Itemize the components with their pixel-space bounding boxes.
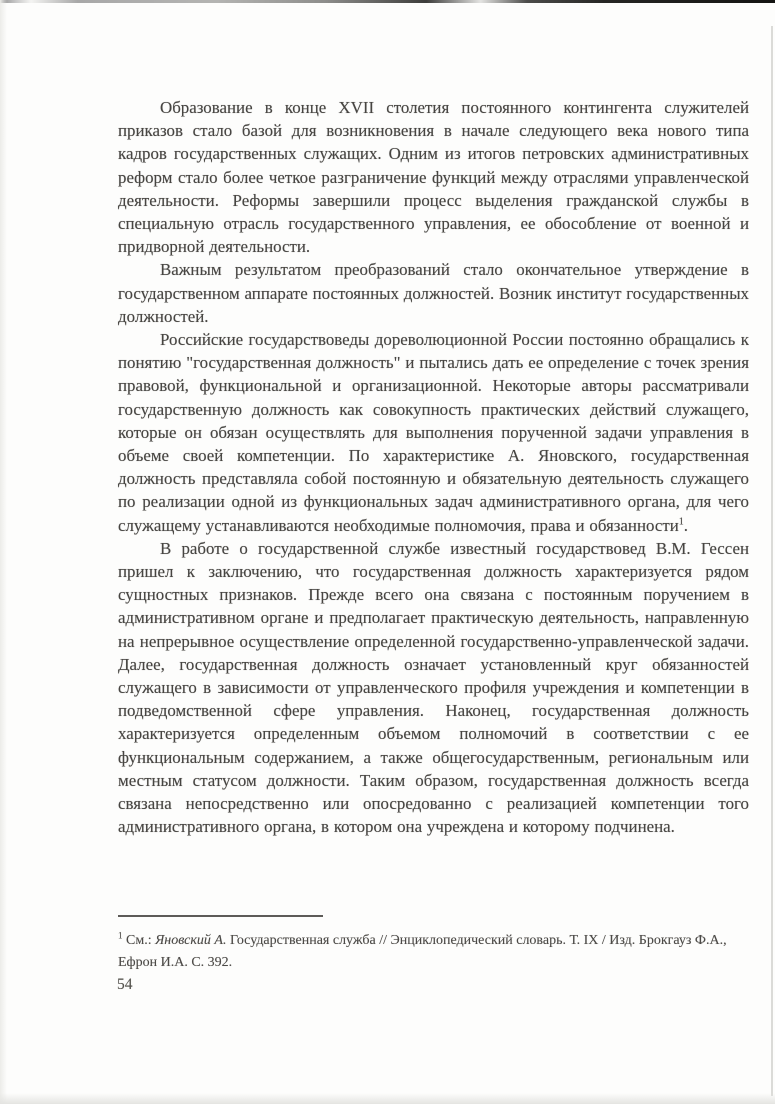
paragraph-3 <box>118 328 749 537</box>
paragraph-1: Образование в конце XVII столетия постоянного контингента служителей приказов стало базой для возникновения в начале следующего века нового типа кадров государственных служащих. Одним из итогов петровских административных реформ стало более четкое разграничение функций между отраслями управленческой деятельности. Реформы завершили процесс выделения гражданской службы в специальную отрасль государственного управления, ее обособление от военной и придворной деятельности. <box>118 98 749 257</box>
paragraph-2: Важным результатом преобразований стало окончательное утверждение в государственном аппарате постоянных должностей. Возник институт государственных должностей. <box>118 260 749 326</box>
paragraph-3-period: . <box>683 515 689 535</box>
scan-edge-right <box>771 26 773 1096</box>
scan-edge-top <box>0 0 775 3</box>
footnote-see-label: См.: <box>126 933 156 948</box>
footnote-marker: 1 <box>118 930 123 941</box>
footnote <box>118 930 751 973</box>
body-text <box>118 96 749 839</box>
footnote-author: Яновский А. <box>155 933 227 948</box>
footnote-citation: Государственная служба // Энциклопедический словарь. Т. IX / Изд. Брокгауз Ф.А., Ефрон И.А. С. 392. <box>118 933 727 970</box>
paragraph-3-text: Российские государствоведы дореволюционной России постоянно обращались к понятию "государственная должность" и пытались дать ее определение с точек зрения правовой, функциональной и организационной. Некоторые авторы рассматривали государственную должность как совокупность практических действий служащего, которые он обязан осуществлять для выполнения порученной задачи управления в объеме своей компетенции. По характеристике А. Яновского, государственная должность представляла собой постоянную и обязательную деятельность служащего по реализации одной из функциональных задач административного органа, для чего служащему устанавливаются необходимые полномочия, права и обязанности <box>118 330 749 535</box>
page-number: 54 <box>117 976 133 993</box>
footnote-reference: 1 <box>678 516 684 528</box>
scan-edge-left <box>0 0 7 1104</box>
paragraph-4: В работе о государственной службе известный государствовед В.М. Гессен пришел к заключению, что государственная должность характеризуется рядом сущностных признаков. Прежде всего она связана с постоянным поручением в административном органе и предполагает практическую деятельность, направленную на непрерывное осуществление определенной государственно-управленческой задачи. Далее, государственная должность означает установленный круг обязанностей служащего в зависимости от управленческого профиля учреждения и компетенции в подведомственной сфере управления. Наконец, государственная должность характеризуется определенным объемом полномочий в соответствии с ее функциональным содержанием, а также общегосударственным, региональным или местным статусом должности. Таким образом, государственная должность всегда связана непосредственно или опосредованно с реализацией компетенции того административного органа, в котором она учреждена и которому подчинена. <box>118 538 749 837</box>
footnote-separator-rule <box>118 915 323 917</box>
scan-edge-bottom <box>0 1093 775 1104</box>
